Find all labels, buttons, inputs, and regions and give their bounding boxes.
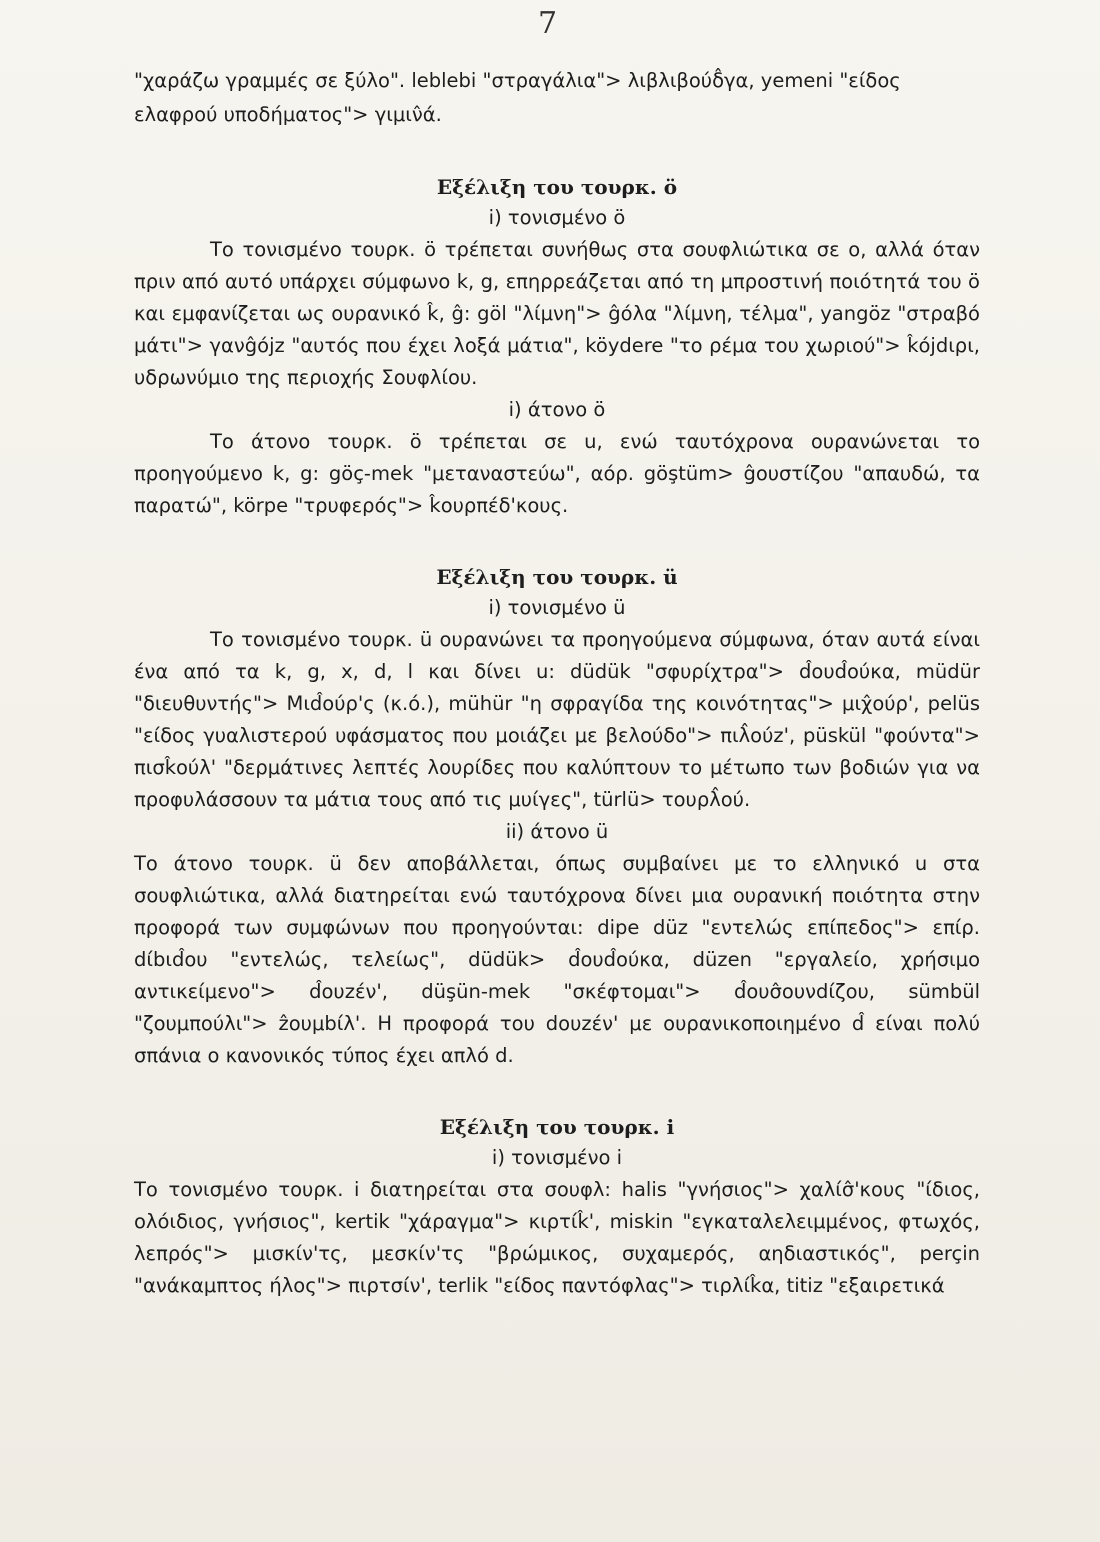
section-heading-u: Εξέλιξη του τουρκ. ü xyxy=(436,565,678,589)
paragraph-stressed-i: Το τονισμένο τουρκ. i διατηρείται στα σουφλ: halis "γνήσιος"> χαλίσ̂'κους "ίδιος, ολόιδιος, γνήσιος", kertik "χάραγμα"> κιρτίk̂', miskin "εγκαταλελειμμένος, φτωχός, λεπρός"> μισκίν'τς, μεσκίν'τς "βρώμικος, συχαμερός, αηδιαστικός", perçin "ανάκαμπτος ήλος"> πιρτσίν', terlik "είδος παντόφλας"> τιρλίk̂α, titiz "εξαιρετικά xyxy=(134,1178,980,1297)
subheading-stressed-o: i) τονισμένο ö xyxy=(488,206,626,229)
subheading-stressed-i: i) τονισμένο i xyxy=(491,1146,623,1169)
intro-line-1: "χαράζω γραμμές σε ξύλο". leblebi "στραγάλια"> λιβλιβούδ̂γα, yemeni "είδος xyxy=(134,69,901,92)
paragraph-unstressed-o: Το άτονο τουρκ. ö τρέπεται σε u, ενώ ταυτόχρονα ουρανώνεται το προηγούμενο k, g: göç-mek "μεταναστεύω", αόρ. göştüm> ĝουστίζου "απαυδώ, τα παρατώ", körpe "τρυφερός"> k̂ουρπέδ'κους. xyxy=(134,430,980,517)
paragraph-unstressed-u: Το άτονο τουρκ. ü δεν αποβάλλεται, όπως συμβαίνει με το ελληνικό u στα σουφλιώτικα, αλλά διατηρείται ενώ ταυτόχρονα δίνει μια ουρανική ποιότητα στην προφορά των συμφώνων που προηγούνται: dipe düz "εντελώς επίπεδος"> επίρ. dίbιd̂ου "εντελώς, τελείως", düdük> d̂ουd̂ούκα, düzen "εργαλείο, χρήσιμο αντικείμενο"> d̂ουzέν', düşün-mek "σκέφτομαι"> d̂ουσ̂ουνdίζου, sümbül "ζουμπούλι"> ẑουμbίλ'. Η προφορά του dουzέν' με ουρανικοποιημένο d̂ είναι πολύ σπάνια ο κανονικός τύπος έχει απλό d. xyxy=(134,852,980,1067)
intro-line-2: ελαφρού υποδήματος"> γιμιν̂ά. xyxy=(134,103,442,126)
paragraph-stressed-o: Το τονισμένο τουρκ. ö τρέπεται συνήθως στα σουφλιώτικα σε ο, αλλά όταν πριν από αυτό υπάρχει σύμφωνο k, g, επηρρεάζεται από τη μπροστινή ποιότητά του ö και εμφανίζεται ως ουρανικό k̂, ĝ: göl "λίμνη"> ĝόλα "λίμνη, τέλμα", yangöz "στραβό μάτι"> γανĝόjz "αυτός που έχει λοξά μάτια", köydere "το ρέμα του χωριού"> k̂όjdιρι, υδρωνύμιο της περιοχής Σουφλίου. xyxy=(134,238,980,389)
subheading-unstressed-u: ii) άτονο ü xyxy=(505,820,609,843)
page-number: 7 xyxy=(538,6,558,41)
section-heading-i: Εξέλιξη του τουρκ. i xyxy=(439,1115,675,1139)
subheading-unstressed-o: i) άτονο ö xyxy=(508,398,606,421)
paragraph-stressed-u: Το τονισμένο τουρκ. ü ουρανώνει τα προηγούμενα σύμφωνα, όταν αυτά είναι ένα από τα k, g, x, d, l και δίνει u: düdük "σφυρίχτρα"> d̂ουd̂ούκα, müdür "διευθυντής"> Μιd̂ούρ'ς (κ.ό.), mühür "η σφραγίδα της κοινότητας"> μιχ̂ούρ', pelüs "είδος γυαλιστερού υφάσματος που μοιάζει με βελούδο"> πιλ̂ούz', püskül "φούντα"> πισk̂ούλ' "δερμάτινες λεπτές λουρίδες που καλύπτουν το μέτωπο των βοδιών για να προφυλάσσουν τα μάτια τους από τις μυίγες", türlü> τουρλ̂ού. xyxy=(134,628,980,811)
subheading-stressed-u: i) τονισμένο ü xyxy=(488,596,626,619)
section-heading-o: Εξέλιξη του τουρκ. ö xyxy=(436,175,678,199)
